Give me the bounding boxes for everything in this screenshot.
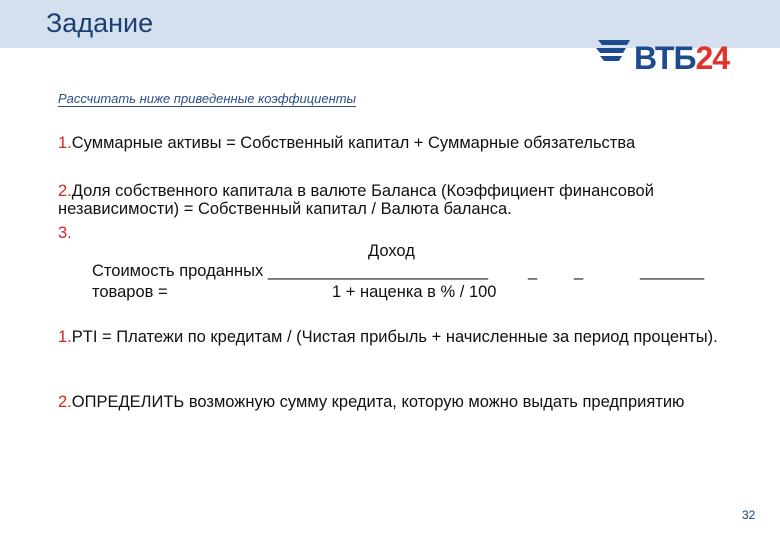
- item-number: 1.: [58, 328, 72, 346]
- page-number: 32: [742, 508, 756, 522]
- instruction-label: Рассчитать ниже приведенные коэффициенты: [58, 91, 357, 106]
- vtb-emblem-icon: [594, 38, 634, 74]
- vtb24-logo: [594, 36, 754, 80]
- item-text: PTI = Платежи по кредитам / (Чистая прибыль + начисленные за период проценты).: [71, 328, 718, 346]
- formula-left-line2: товаров =: [92, 283, 168, 301]
- formula-dash: _______: [640, 262, 705, 280]
- item-number: 2.: [58, 393, 72, 411]
- logo-vtb: ВТБ: [634, 40, 696, 76]
- formula-dash: _: [574, 262, 584, 280]
- list-item: [58, 182, 738, 218]
- list-item: [58, 134, 738, 152]
- item-text: Доля собственного капитала в валюте Баланса (Коэффициент финансовой независимости) = Собственный капитал / Валюта баланса.: [58, 182, 654, 218]
- logo-wordmark: [634, 42, 729, 74]
- list-item: [58, 393, 738, 411]
- item-number: 3.: [58, 224, 72, 242]
- list-item: [58, 328, 738, 346]
- logo-24: 24: [695, 40, 730, 76]
- formula-numerator: Доход: [368, 242, 415, 260]
- item-text: ОПРЕДЕЛИТЬ возможную сумму кредита, которую можно выдать предприятию: [71, 393, 685, 411]
- formula-left-line1: Стоимость проданных ________________________: [92, 262, 489, 280]
- formula-denominator: 1 + наценка в % / 100: [332, 283, 497, 301]
- page-title: Задание: [46, 8, 154, 38]
- instruction-text: [58, 91, 356, 106]
- item-number: 1.: [58, 134, 72, 152]
- item-text: Суммарные активы = Собственный капитал + Суммарные обязательства: [71, 134, 636, 152]
- item-number: 2.: [58, 182, 72, 200]
- list-item: [58, 224, 738, 242]
- formula-dash: _: [528, 262, 538, 280]
